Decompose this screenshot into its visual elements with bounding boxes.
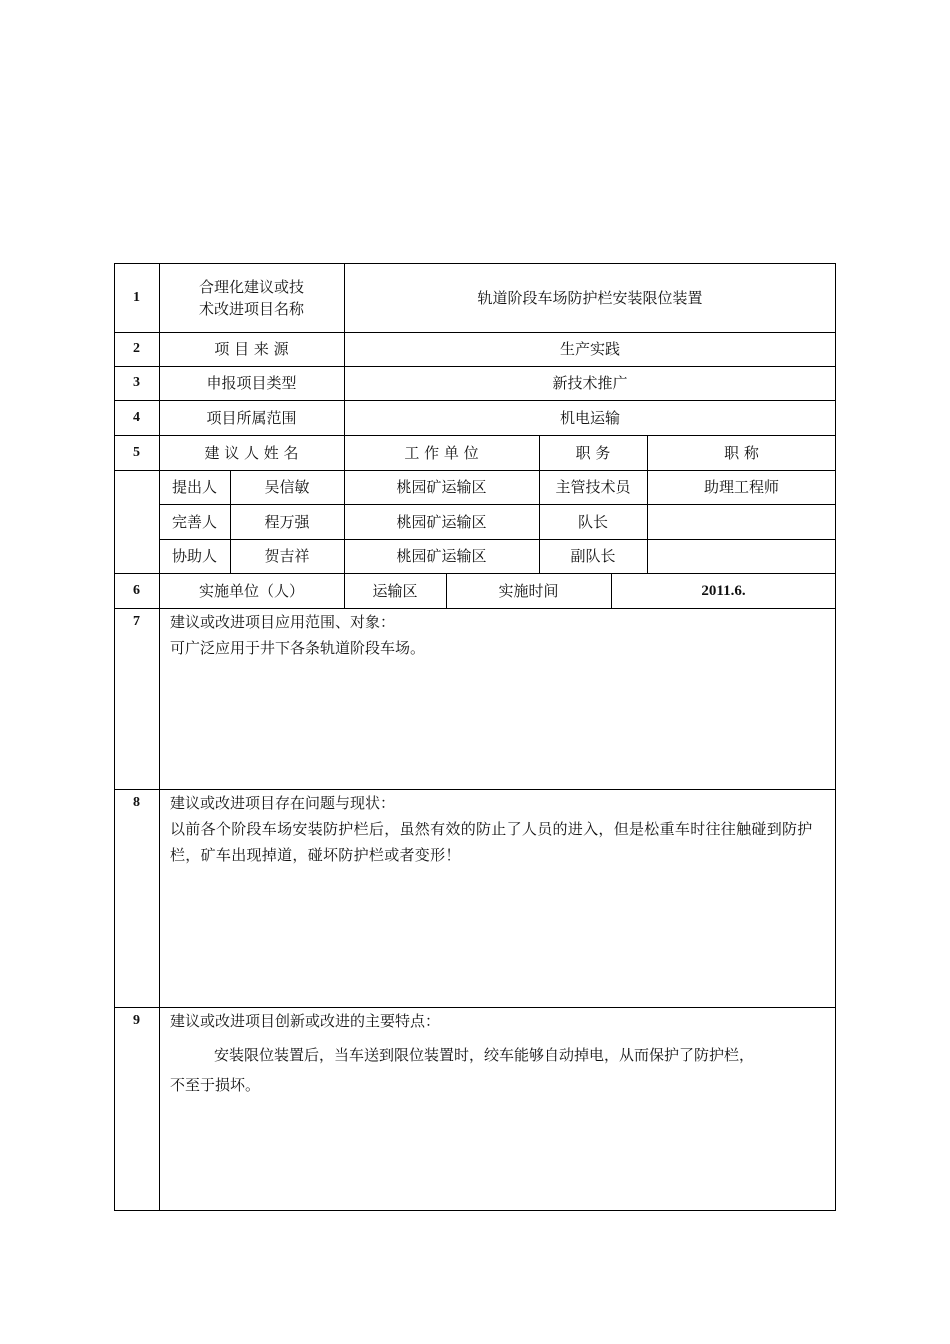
application-scope-section [170,609,830,661]
person-role: 提出人 [171,478,217,496]
row-number: 9 [133,1013,140,1028]
person-post: 主管技术员 [555,478,631,496]
source-label: 项 目 来 源 [214,340,289,358]
row-number: 6 [133,582,140,598]
scope-value: 机电运输 [559,408,620,427]
section-heading: 建议或改进项目存在问题与现状： [170,794,396,812]
implementation-time-label: 实施时间 [498,581,559,600]
section-body: 以前各个阶段车场安装防护栏后，虽然有效的防止了人员的进入，但是松重车时往往触碰到防护栏，矿车出现掉道，碰坏防护栏或者变形！ [170,820,813,864]
row-number: 3 [133,375,140,390]
work-unit-header: 工 作 单 位 [404,443,479,462]
row-number: 8 [133,795,140,810]
scope-label: 项目所属范围 [206,408,297,427]
person-post: 队长 [577,512,608,531]
section-heading: 建议或改进项目应用范围、对象： [170,613,396,631]
person-unit: 桃园矿运输区 [396,547,487,565]
project-name-value: 轨道阶段车场防护栏安装限位装置 [477,288,703,307]
table-border-bottom [114,1210,836,1211]
type-label: 申报项目类型 [206,374,297,392]
main-features-section [170,1008,830,1100]
section-body: 可广泛应用于井下各条轨道阶段车场。 [170,639,426,657]
row-number: 7 [133,614,140,629]
section-heading: 建议或改进项目创新或改进的主要特点： [170,1012,441,1030]
project-name-label [159,263,344,332]
post-header: 职 务 [575,443,611,462]
project-name-label-line: 术改进项目名称 [198,299,304,318]
row-number: 5 [133,444,140,460]
person-name: 吴信敏 [264,478,310,496]
implementer-label: 实施单位（人） [198,581,304,600]
section-body-line: 不至于损坏。 [170,1076,261,1094]
type-value: 新技术推广 [552,374,628,392]
person-unit: 桃园矿运输区 [396,512,487,531]
person-name: 程万强 [264,512,310,531]
problems-status-section [170,790,828,868]
proposal-form-table [114,263,836,1211]
person-role: 协助人 [171,547,217,565]
row-number: 4 [133,409,140,425]
person-title [647,504,836,539]
section-body-line: 安装限位装置后，当车送到限位装置时，绞车能够自动掉电，从而保护了防护栏， [214,1046,755,1064]
proposer-name-header: 建 议 人 姓 名 [204,443,299,462]
title-header: 职 称 [724,443,759,462]
person-title [647,539,836,573]
implementer-value: 运输区 [372,581,418,600]
person-role: 完善人 [171,512,217,531]
person-name: 贺吉祥 [264,547,310,565]
person-post: 副队长 [570,547,616,565]
row-number: 2 [133,341,140,356]
implementation-time-value: 2011.6. [701,582,746,599]
person-title: 助理工程师 [703,478,779,496]
project-name-label-line: 合理化建议或技 [198,277,304,296]
source-value: 生产实践 [559,340,620,358]
row-number: 1 [133,289,140,305]
person-unit: 桃园矿运输区 [396,478,487,496]
